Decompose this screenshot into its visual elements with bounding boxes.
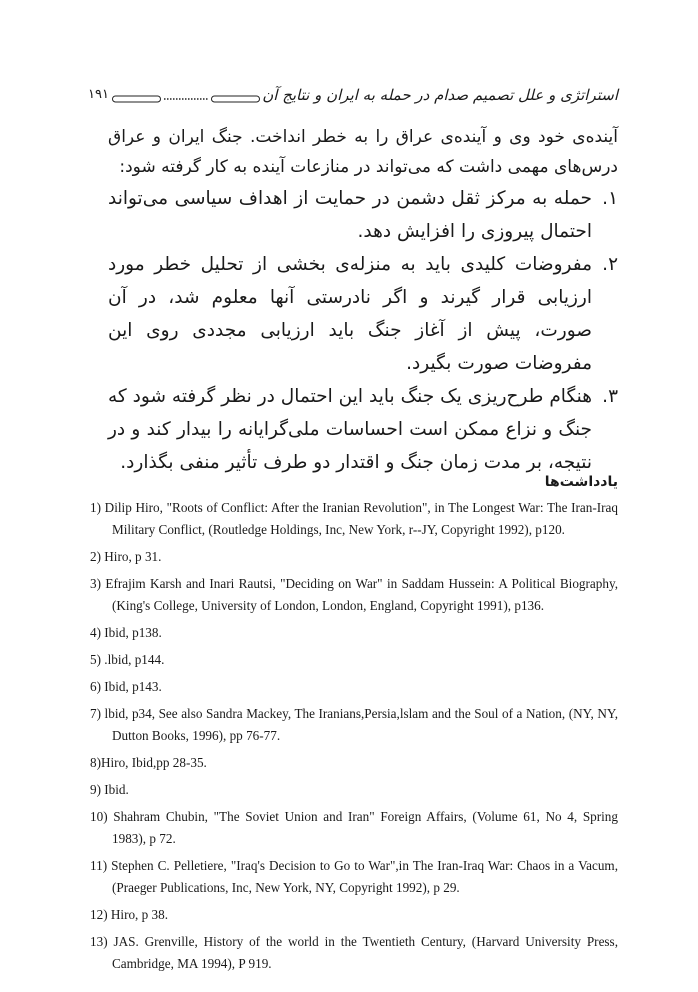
page-number: ۱۹۱ — [88, 87, 109, 102]
note-item: 12) Hiro, p 38. — [90, 907, 169, 922]
lesson-number: ۲. — [602, 254, 618, 275]
lesson-text: هنگام طرح‌ریزی یک جنگ باید این احتمال در نظر گرفته شود که جنگ و نزاع ممکن است احساسات ملی‌گرایانه را بیدار کند و در نتیجه، بر مدت زمان جنگ و اقتدار دو طرف تأثیر منفی بگذارد. — [108, 386, 592, 473]
lesson-item — [108, 380, 618, 479]
lesson-item — [108, 182, 618, 248]
header-title: استراتژی و علل تصمیم صدام در حمله به ایران و نتایج آن — [262, 86, 618, 104]
header-ornament — [112, 94, 260, 104]
note-item: 7) lbid, p34, See also Sandra Mackey, The Iranians,Persia,lslam and the Soul of a Nation, (NY, NY, Dutton Books, 1996), pp 76-77. — [90, 706, 618, 743]
note-item: 6) Ibid, p143. — [90, 679, 162, 694]
note-item: 3) Efrajim Karsh and Inari Rautsi, "Deciding on War" in Saddam Hussein: A Political Biography, (King's College, University of London, London, England, Copyright 1991), p136. — [90, 576, 618, 613]
main-text — [108, 122, 618, 479]
lesson-number: ۳. — [602, 386, 618, 407]
note-item: 9) Ibid. — [90, 782, 129, 797]
lessons-list — [108, 182, 618, 479]
notes-list — [90, 497, 618, 980]
lesson-text: مفروضات کلیدی باید به منزله‌ی بخشی از تحلیل خطر مورد ارزیابی قرار گیرند و اگر نادرستی آنها معلوم شد، در آن صورت، پیش از آغاز جنگ باید ارزیابی مجددی روی این مفروضات صورت بگیرد. — [108, 254, 592, 374]
notes-heading: یادداشت‌ها — [544, 474, 618, 490]
intro-paragraph: آینده‌ی خود وی و آینده‌ی عراق را به خطر انداخت. جنگ ایران و عراق درس‌های مهمی داشت که می‌تواند در منازعات آینده به کار گرفته شود: — [108, 127, 618, 177]
running-header — [88, 86, 618, 110]
lesson-number: ۱. — [602, 188, 618, 209]
note-item: 13) JAS. Grenville, History of the world in the Twentieth Century, (Harvard University Press, Cambridge, MA 1994), P 919. — [90, 934, 618, 971]
note-item: 10) Shahram Chubin, "The Soviet Union and Iran" Foreign Affairs, (Volume 61, No 4, Spring 1983), p 72. — [90, 809, 618, 846]
lesson-item — [108, 248, 618, 380]
lesson-text: حمله به مرکز ثقل دشمن در حمایت از اهداف سیاسی می‌تواند احتمال پیروزی را افزایش دهد. — [108, 188, 592, 242]
note-item: 1) Dilip Hiro, "Roots of Conflict: After the Iranian Revolution", in The Longest War: The Iran-Iraq Military Conflict, (Routledge Holdings, Inc, New York, r--JY, Copyright 1992), p120. — [90, 500, 618, 537]
note-item: 8)Hiro, Ibid,pp 28-35. — [90, 755, 207, 770]
note-item: 5) .lbid, p144. — [90, 652, 165, 667]
note-item: 2) Hiro, p 31. — [90, 549, 162, 564]
note-item: 11) Stephen C. Pelletiere, "Iraq's Decision to Go to War",in The Iran-Iraq War: Chaos in a Vacum, (Praeger Publications, Inc, New York, NY, Copyright 1992), p 29. — [90, 858, 618, 895]
note-item: 4) Ibid, p138. — [90, 625, 162, 640]
